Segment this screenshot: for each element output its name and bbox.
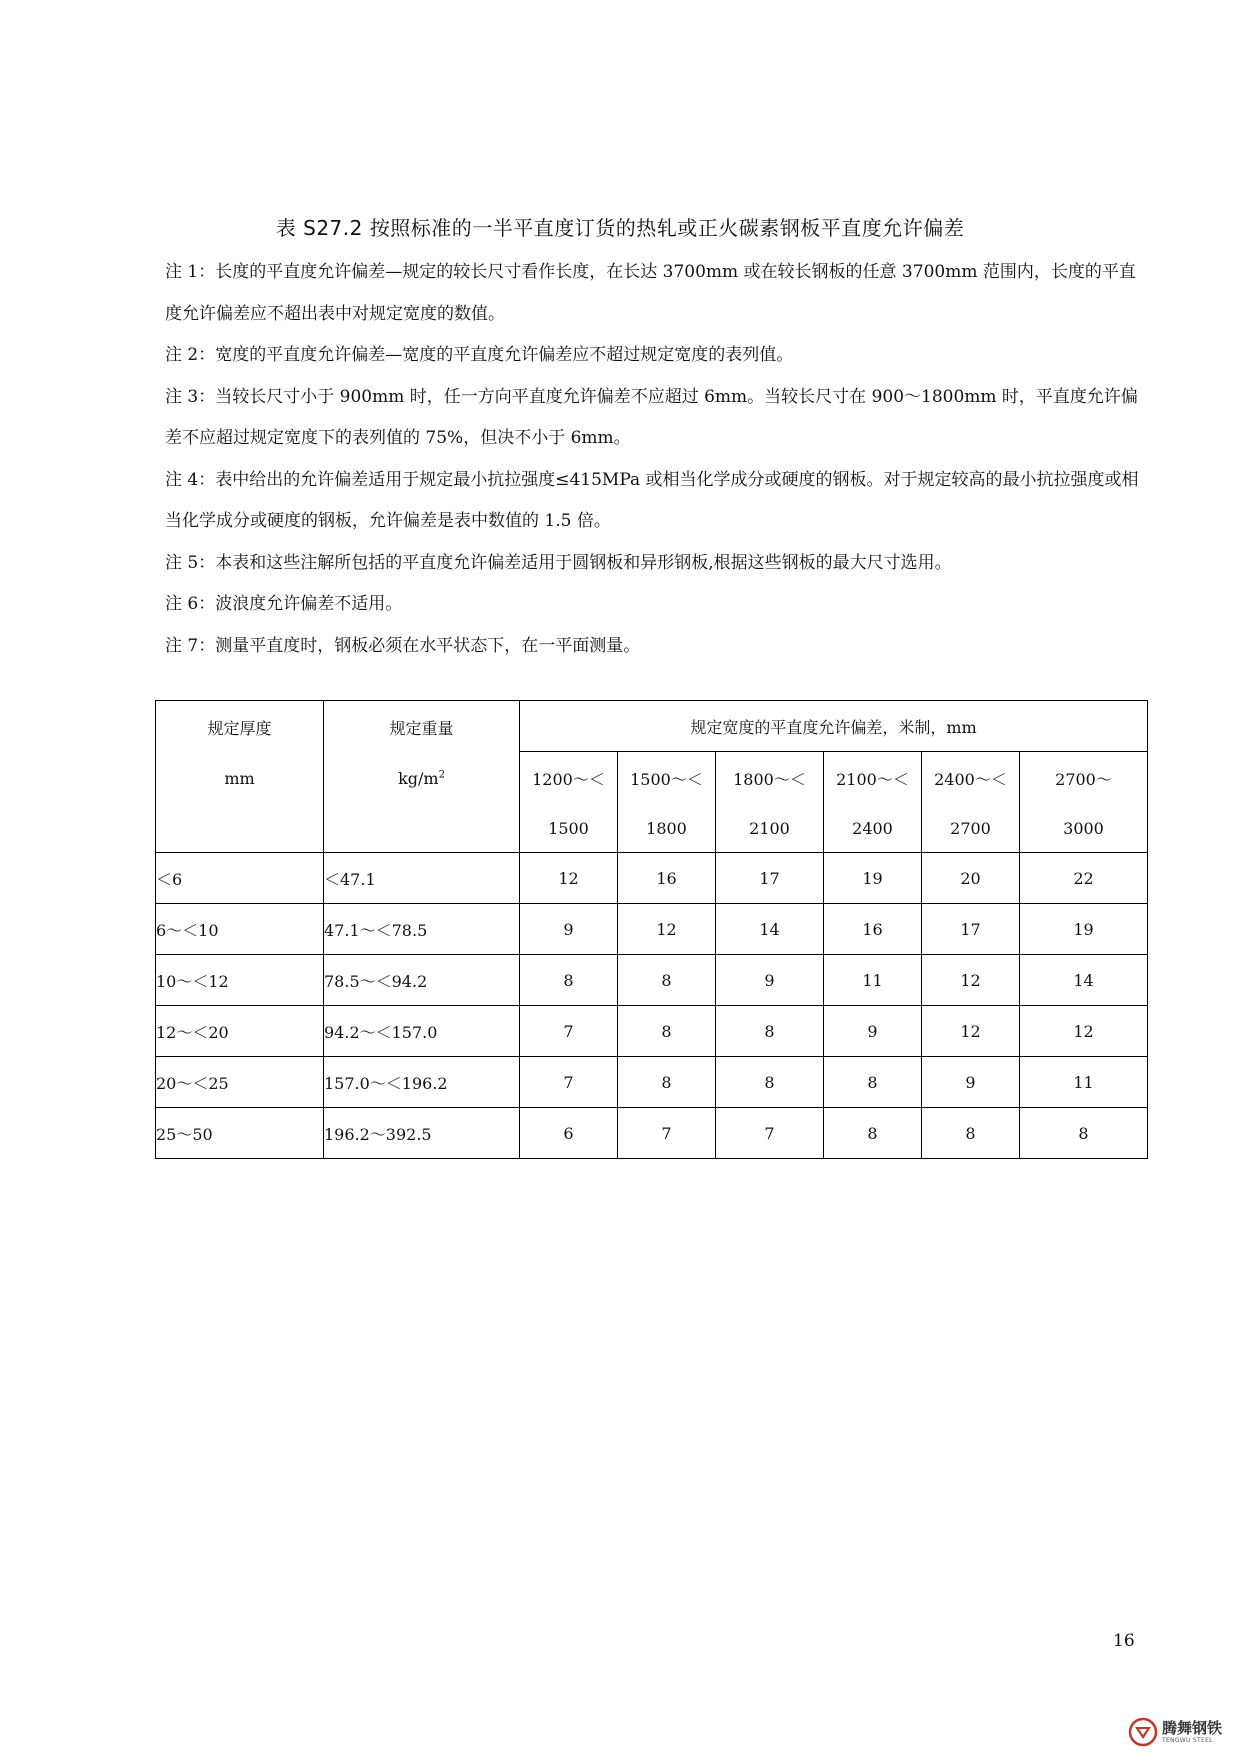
weight-cell: 94.2～＜157.0	[324, 1006, 520, 1057]
note-5: 注 5：本表和这些注解所包括的平直度允许偏差适用于圆钢板和异形钢板,根据这些钢板的最大尺寸选用。	[165, 552, 952, 573]
tolerance-cell: 16	[618, 853, 716, 904]
tolerance-cell: 11	[1020, 1057, 1148, 1108]
table-row	[156, 955, 1148, 1006]
weight-cell: 78.5～＜94.2	[324, 955, 520, 1006]
thickness-cell: 6～＜10	[156, 904, 324, 955]
tolerance-cell: 22	[1020, 853, 1148, 904]
tolerance-cell: 7	[618, 1108, 716, 1159]
flatness-tolerance-table	[155, 700, 1148, 1159]
tolerance-cell: 12	[618, 904, 716, 955]
header-width-range: 2400～＜ 2700	[922, 752, 1020, 853]
header-weight-unit: $kg/m^2$	[398, 768, 445, 788]
tolerance-cell: 6	[520, 1108, 618, 1159]
tolerance-cell: 8	[520, 955, 618, 1006]
tolerance-cell: 8	[824, 1057, 922, 1108]
tolerance-cell: 7	[520, 1057, 618, 1108]
header-width-range: 1500～＜ 1800	[618, 752, 716, 853]
thickness-cell: ＜6	[156, 853, 324, 904]
tolerance-cell: 12	[520, 853, 618, 904]
tolerance-cell: 17	[716, 853, 824, 904]
company-logo	[1128, 1712, 1236, 1752]
note-1: 注 1：长度的平直度允许偏差—规定的较长尺寸看作长度，在长达 3700mm 或在较长钢板的任意 3700mm 范围内，长度的平直度允许偏差应不超出表中对规定宽度的数值。	[165, 262, 1136, 324]
tolerance-cell: 12	[1020, 1006, 1148, 1057]
tolerance-cell: 8	[1020, 1108, 1148, 1159]
tolerance-cell: 12	[922, 955, 1020, 1006]
tolerance-cell: 16	[824, 904, 922, 955]
note-3: 注 3：当较长尺寸小于 900mm 时，任一方向平直度允许偏差不应超过 6mm。当较长尺寸在 900～1800mm 时，平直度允许偏差不应超过规定宽度下的表列值的 75%，但决不小于 6mm。	[165, 386, 1138, 448]
header-thickness	[156, 701, 324, 853]
tolerance-cell: 7	[520, 1006, 618, 1057]
tolerance-cell: 9	[716, 955, 824, 1006]
note-6: 注 6：波浪度允许偏差不适用。	[165, 594, 403, 614]
tolerance-cell: 8	[824, 1108, 922, 1159]
tolerance-cell: 14	[1020, 955, 1148, 1006]
logo-text-en: TENGWU STEEL	[1162, 1736, 1213, 1744]
table-row	[156, 904, 1148, 955]
thickness-cell: 25～50	[156, 1108, 324, 1159]
table-row	[156, 1006, 1148, 1057]
tolerance-cell: 8	[618, 1006, 716, 1057]
tolerance-cell: 7	[716, 1108, 824, 1159]
tolerance-cell: 8	[922, 1108, 1020, 1159]
thickness-cell: 20～＜25	[156, 1057, 324, 1108]
note-7: 注 7：测量平直度时，钢板必须在水平状态下，在一平面测量。	[165, 635, 641, 656]
tolerance-cell: 19	[1020, 904, 1148, 955]
note-2: 注 2：宽度的平直度允许偏差—宽度的平直度允许偏差应不超过规定宽度的表列值。	[165, 345, 794, 365]
tolerance-cell: 9	[520, 904, 618, 955]
table-row	[156, 853, 1148, 904]
table-title: 表 S27.2 按照标准的一半平直度订货的热轧或正火碳素钢板平直度允许偏差	[275, 216, 965, 240]
tolerance-cell: 8	[716, 1006, 824, 1057]
notes-section	[165, 252, 1145, 667]
tolerance-cell: 14	[716, 904, 824, 955]
tolerance-cell: 8	[618, 955, 716, 1006]
logo-text-cn: 腾舞钢铁	[1162, 1718, 1223, 1737]
tolerance-cell: 12	[922, 1006, 1020, 1057]
table-row	[156, 1108, 1148, 1159]
weight-cell: 157.0～＜196.2	[324, 1057, 520, 1108]
tolerance-cell: 11	[824, 955, 922, 1006]
tolerance-cell: 8	[618, 1057, 716, 1108]
page-number: 16	[1113, 1631, 1135, 1651]
thickness-cell: 10～＜12	[156, 955, 324, 1006]
tolerance-cell: 20	[922, 853, 1020, 904]
header-weight	[324, 701, 520, 853]
tolerance-cell: 8	[716, 1057, 824, 1108]
tolerance-cell: 9	[824, 1006, 922, 1057]
header-width-range: 2100～＜ 2400	[824, 752, 922, 853]
header-width-range: 2700～ 3000	[1020, 752, 1148, 853]
thickness-cell: 12～＜20	[156, 1006, 324, 1057]
table-row	[156, 1057, 1148, 1108]
tengwu-logo-icon	[1128, 1717, 1158, 1747]
header-width-group: 规定宽度的平直度允许偏差，米制，mm	[520, 701, 1148, 752]
note-4: 注 4：表中给出的允许偏差适用于规定最小抗拉强度≤415MPa 或相当化学成分或硬度的钢板。对于规定较高的最小抗拉强度或相当化学成分或硬度的钢板，允许偏差是表中数值的 1.5 倍。	[165, 469, 1139, 531]
header-width-range: 1200～＜ 1500	[520, 752, 618, 853]
header-thickness-unit: mm	[224, 768, 255, 788]
header-width-range: 1800～＜ 2100	[716, 752, 824, 853]
tolerance-cell: 17	[922, 904, 1020, 955]
weight-cell: 47.1～＜78.5	[324, 904, 520, 955]
header-thickness-label: 规定厚度	[207, 719, 272, 739]
header-weight-label: 规定重量	[389, 719, 454, 739]
tolerance-cell: 19	[824, 853, 922, 904]
tolerance-cell: 9	[922, 1057, 1020, 1108]
weight-cell: ＜47.1	[324, 853, 520, 904]
weight-cell: 196.2～392.5	[324, 1108, 520, 1159]
